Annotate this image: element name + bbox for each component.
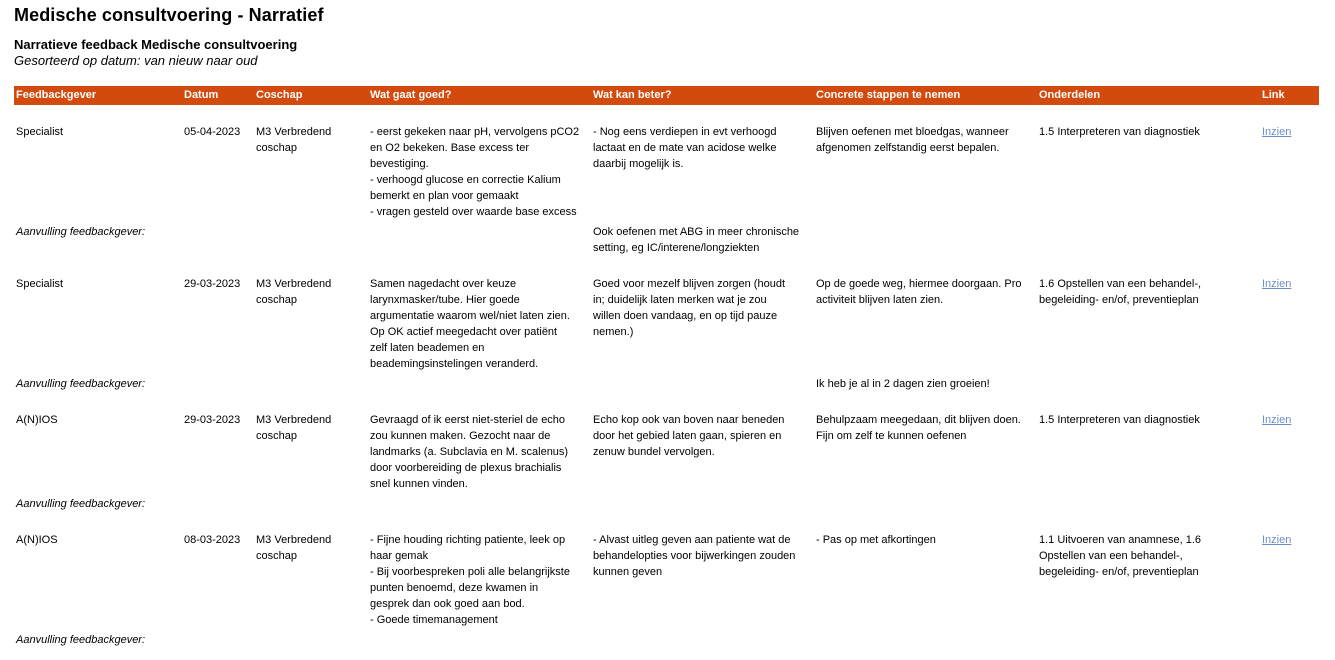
coschap-cell-line: coschap: [256, 294, 297, 306]
feedbackgever-cell: Specialist: [16, 126, 64, 138]
wat-gaat-goed-cell-line: Gevraagd of ik eerst niet-steriel de echo: [370, 414, 566, 426]
wat-gaat-goed-cell-line: - eerst gekeken naar pH, vervolgens pCO2: [370, 126, 580, 138]
sort-note: Gesorteerd op datum: van nieuw naar oud: [14, 53, 258, 68]
coschap-cell-line: M3 Verbredend: [256, 534, 332, 546]
wat-gaat-goed-cell-line: - verhoogd glucose en correctie Kalium: [370, 174, 561, 186]
inzien-link[interactable]: Inzien: [1262, 534, 1292, 546]
wat-kan-beter-cell-line: - Alvast uitleg geven aan patiente wat de: [593, 534, 791, 546]
concrete-stappen-cell: [816, 412, 1021, 444]
onderdelen-cell: [1039, 276, 1201, 308]
wat-kan-beter-cell-line: Goed voor mezelf blijven zorgen (houdt: [593, 278, 785, 290]
coschap-cell-line: coschap: [256, 142, 297, 154]
inzien-link[interactable]: Inzien: [1262, 278, 1292, 290]
coschap-cell-line: M3 Verbredend: [256, 126, 332, 138]
wat-kan-beter-cell-line: Echo kop ook van boven naar beneden: [593, 414, 785, 426]
onderdelen-cell-line: 1.1 Uitvoeren van anamnese, 1.6: [1039, 534, 1202, 546]
wat-gaat-goed-cell-line: zou kunnen maken. Gezocht naar de: [370, 430, 551, 442]
datum-cell: 05-04-2023: [184, 126, 241, 138]
column-header-link: Link: [1262, 89, 1285, 101]
aanvulling-label: Aanvulling feedbackgever:: [16, 498, 146, 510]
inzien-link[interactable]: Inzien: [1262, 126, 1292, 138]
concrete-stappen-cell: [816, 532, 936, 548]
wat-kan-beter-cell-line: willen doen vandaag, en op tijd pauze: [593, 310, 778, 322]
concrete-stappen-cell: [816, 124, 1009, 156]
link-cell: [1262, 276, 1291, 292]
aanvulling-stappen-line: Ik heb je al in 2 dagen zien groeien!: [816, 378, 990, 390]
concrete-stappen-cell-line: afgenomen zelfstandig eerst bepalen.: [816, 142, 1000, 154]
wat-gaat-goed-cell-line: bemerkt en plan voor gemaakt: [370, 190, 519, 202]
onderdelen-cell-line: 1.6 Opstellen van een behandel-,: [1039, 278, 1202, 290]
wat-gaat-goed-cell-line: - Fijne houding richting patiente, leek op: [370, 534, 566, 546]
concrete-stappen-cell-line: - Pas op met afkortingen: [816, 534, 936, 546]
wat-gaat-goed-cell-line: en O2 bekeken. Base excess ter: [370, 142, 529, 154]
wat-kan-beter-cell-line: behandelopties voor bijwerkingen zouden: [593, 550, 796, 562]
inzien-link[interactable]: Inzien: [1262, 414, 1292, 426]
wat-kan-beter-cell: [593, 124, 776, 172]
wat-gaat-goed-cell-line: Samen nagedacht over keuze: [370, 278, 517, 290]
coschap-cell: [256, 124, 331, 156]
wat-gaat-goed-cell-line: snel kunnen vinden.: [370, 478, 468, 490]
wat-gaat-goed-cell: [370, 276, 570, 372]
coschap-cell-line: coschap: [256, 430, 297, 442]
coschap-cell: [256, 532, 331, 564]
concrete-stappen-cell: [816, 276, 1021, 308]
link-cell: [1262, 532, 1291, 548]
wat-gaat-goed-cell-line: argumentatie waarom wel/niet laten zien.: [370, 310, 570, 322]
column-header-onderdelen: Onderdelen: [1039, 89, 1101, 101]
wat-gaat-goed-cell-line: - Bij voorbespreken poli alle belangrijkste: [370, 566, 570, 578]
wat-kan-beter-cell-line: - Nog eens verdiepen in evt verhoogd: [593, 126, 777, 138]
feedbackgever-cell: A(N)IOS: [16, 414, 58, 426]
aanvulling-label: Aanvulling feedbackgever:: [16, 378, 146, 390]
datum-cell: 29-03-2023: [184, 414, 241, 426]
wat-kan-beter-cell: [593, 412, 784, 460]
onderdelen-cell-line: begeleiding- en/of, preventieplan: [1039, 566, 1199, 578]
wat-kan-beter-cell: [593, 532, 795, 580]
wat-gaat-goed-cell-line: zelf laten beademen en: [370, 342, 485, 354]
wat-gaat-goed-cell-line: door voorbereiding de plexus brachialis: [370, 462, 562, 474]
onderdelen-cell: [1039, 532, 1201, 580]
coschap-cell-line: M3 Verbredend: [256, 414, 332, 426]
wat-gaat-goed-cell: [370, 532, 570, 628]
wat-gaat-goed-cell-line: larynxmasker/tube. Hier goede: [370, 294, 520, 306]
wat-kan-beter-cell: [593, 276, 785, 340]
link-cell: [1262, 124, 1291, 140]
wat-kan-beter-cell-line: daarbij mogelijk is.: [593, 158, 684, 170]
feedbackgever-cell: A(N)IOS: [16, 534, 58, 546]
wat-kan-beter-cell-line: zenuw bundel vervolgen.: [593, 446, 715, 458]
wat-kan-beter-cell-line: door het gebied laten gaan, spieren en: [593, 430, 782, 442]
coschap-cell-line: coschap: [256, 550, 297, 562]
page-subtitle: Narratieve feedback Medische consultvoering: [14, 37, 298, 52]
aanvulling-label: Aanvulling feedbackgever:: [16, 226, 146, 238]
onderdelen-cell-line: Opstellen van een behandel-,: [1039, 550, 1183, 562]
aanvulling-beter: [593, 224, 799, 256]
link-cell: [1262, 412, 1291, 428]
datum-cell: 08-03-2023: [184, 534, 241, 546]
onderdelen-cell: [1039, 412, 1200, 428]
onderdelen-cell-line: 1.5 Interpreteren van diagnostiek: [1039, 126, 1200, 138]
wat-gaat-goed-cell-line: bevestiging.: [370, 158, 429, 170]
table-header: [14, 86, 1319, 105]
wat-gaat-goed-cell-line: gesprek dan ook goed aan bod.: [370, 598, 525, 610]
concrete-stappen-cell-line: activiteit blijven laten zien.: [816, 294, 944, 306]
onderdelen-cell-line: 1.5 Interpreteren van diagnostiek: [1039, 414, 1200, 426]
column-header-coschap: Coschap: [256, 89, 303, 101]
page-title: Medische consultvoering - Narratief: [14, 5, 324, 25]
wat-gaat-goed-cell: [370, 412, 568, 492]
wat-kan-beter-cell-line: lactaat en de mate van acidose welke: [593, 142, 777, 154]
onderdelen-cell-line: begeleiding- en/of, preventieplan: [1039, 294, 1199, 306]
column-header-datum: Datum: [184, 89, 219, 101]
feedbackgever-cell: Specialist: [16, 278, 64, 290]
column-header-feedbackgever: Feedbackgever: [16, 89, 97, 101]
wat-kan-beter-cell-line: kunnen geven: [593, 566, 663, 578]
aanvulling-beter-line: Ook oefenen met ABG in meer chronische: [593, 226, 800, 238]
wat-gaat-goed-cell-line: punten benoemd, deze kwamen in: [370, 582, 539, 594]
concrete-stappen-cell-line: Blijven oefenen met bloedgas, wanneer: [816, 126, 1009, 138]
wat-gaat-goed-cell-line: beademingsinstelingen veranderd.: [370, 358, 539, 370]
wat-gaat-goed-cell-line: haar gemak: [370, 550, 429, 562]
aanvulling-label: Aanvulling feedbackgever:: [16, 634, 146, 646]
wat-kan-beter-cell-line: nemen.): [593, 326, 634, 338]
wat-kan-beter-cell-line: in; duidelijk laten merken wat je zou: [593, 294, 767, 306]
aanvulling-beter-line: setting, eg IC/interene/longziekten: [593, 242, 760, 254]
column-header-goed: Wat gaat goed?: [370, 89, 452, 101]
concrete-stappen-cell-line: Behulpzaam meegedaan, dit blijven doen.: [816, 414, 1021, 426]
coschap-cell-line: M3 Verbredend: [256, 278, 332, 290]
datum-cell: 29-03-2023: [184, 278, 241, 290]
column-header-beter: Wat kan beter?: [593, 89, 672, 101]
wat-gaat-goed-cell-line: Op OK actief meegedacht over patiënt: [370, 326, 558, 338]
wat-gaat-goed-cell-line: landmarks (a. Subclavia en M. scalenus): [370, 446, 569, 458]
aanvulling-stappen: [816, 376, 990, 392]
concrete-stappen-cell-line: Op de goede weg, hiermee doorgaan. Pro: [816, 278, 1022, 290]
coschap-cell: [256, 276, 331, 308]
column-header-stappen: Concrete stappen te nemen: [816, 89, 961, 101]
wat-gaat-goed-cell-line: - vragen gesteld over waarde base excess: [370, 206, 577, 218]
wat-gaat-goed-cell-line: - Goede timemanagement: [370, 614, 498, 626]
coschap-cell: [256, 412, 331, 444]
onderdelen-cell: [1039, 124, 1200, 140]
concrete-stappen-cell-line: Fijn om zelf te kunnen oefenen: [816, 430, 967, 442]
wat-gaat-goed-cell: [370, 124, 579, 220]
